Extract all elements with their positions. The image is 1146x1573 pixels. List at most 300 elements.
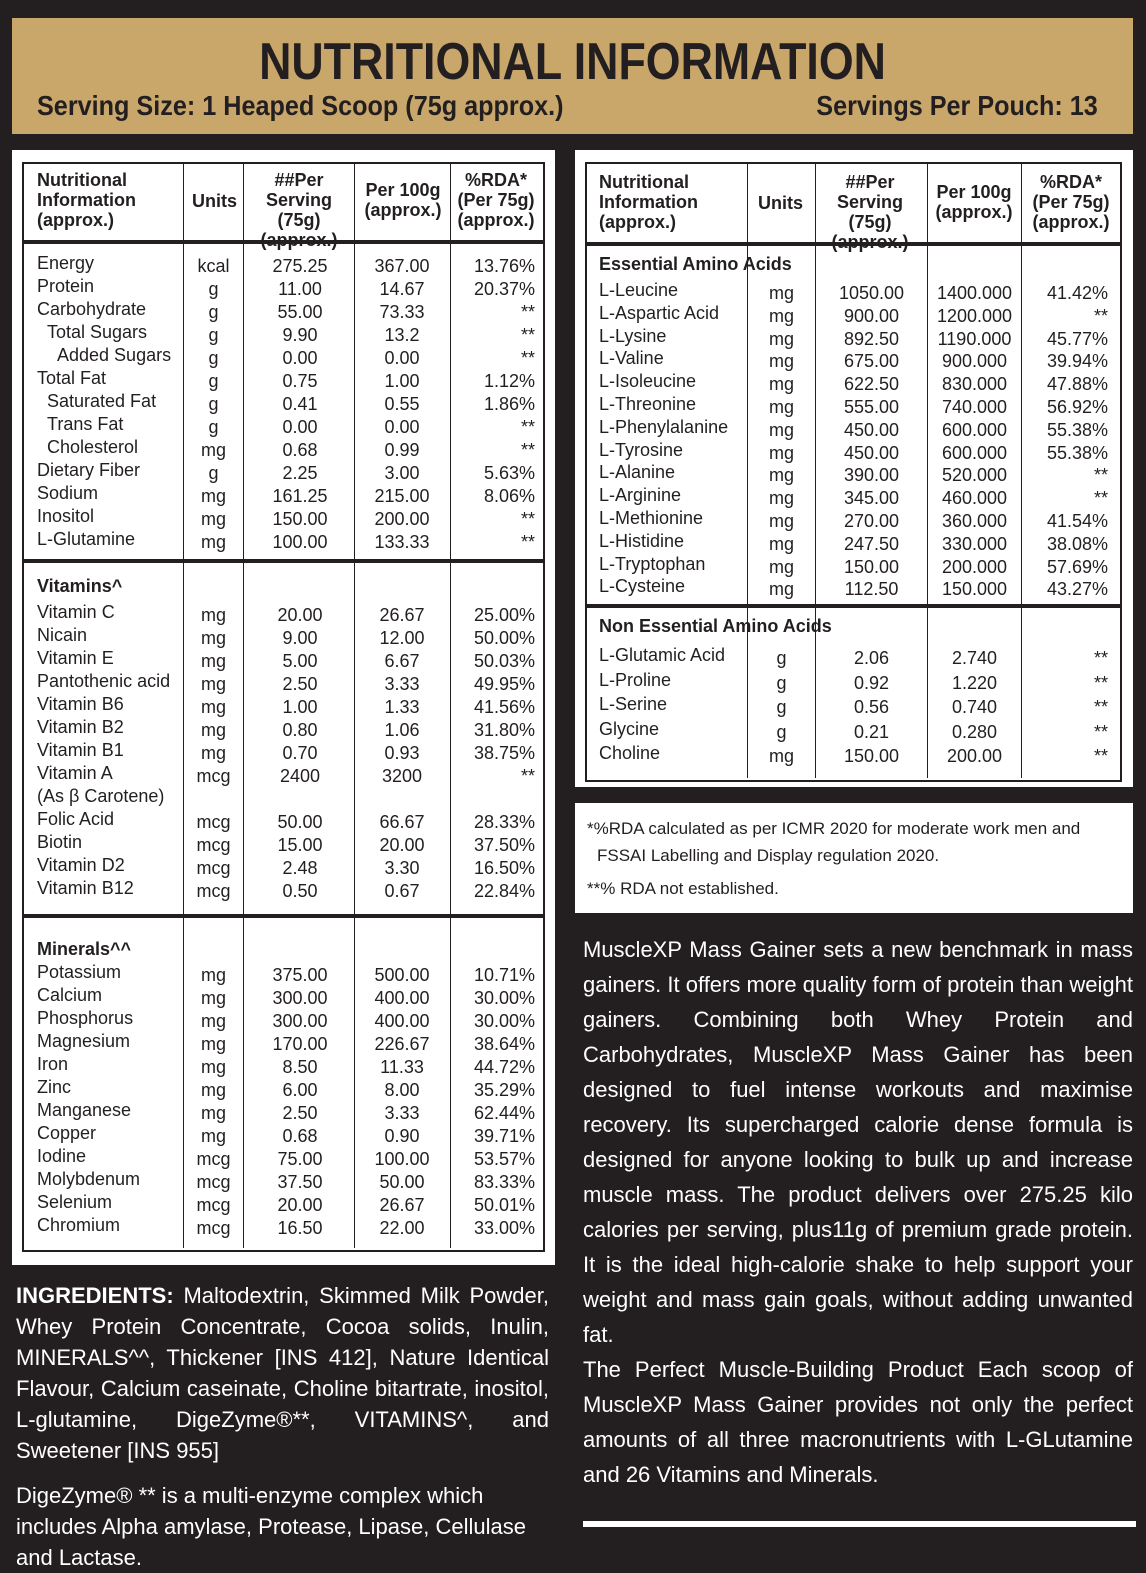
per-serving-cell: 900.00 xyxy=(843,305,900,326)
unit-cell: mg xyxy=(200,1057,226,1077)
nutrient-name: L-Threonine xyxy=(599,394,697,414)
rda-cell: 50.03% xyxy=(473,651,535,671)
col-header-name xyxy=(37,170,136,230)
per-serving-cell: 247.50 xyxy=(843,533,900,554)
table-row xyxy=(587,575,1120,598)
table-row xyxy=(24,984,543,1007)
unit-cell: mg xyxy=(200,605,226,625)
digezyme-note: DigeZyme® ** is a multi-enzyme complex which includes Alpha amylase, Protease, Lipase, Cellulase and Lactase. xyxy=(16,1483,526,1570)
nutrient-name: Vitamin D2 xyxy=(37,855,125,875)
per-serving-cell: 0.70 xyxy=(282,743,318,763)
per-serving-cell: 2.06 xyxy=(853,648,890,668)
per-100g-cell: 400.00 xyxy=(374,1011,430,1031)
nutrient-name: L-Alanine xyxy=(599,462,676,483)
unit-cell: g xyxy=(208,417,219,437)
per-100g-cell: 1190.000 xyxy=(937,328,1012,349)
per-100g-cell: 3.33 xyxy=(384,674,420,694)
table-row xyxy=(587,347,1120,370)
nutrient-name: L-Proline xyxy=(599,669,672,690)
unit-cell: mg xyxy=(200,965,226,985)
per-100g-cell: 0.740 xyxy=(951,697,998,718)
per-100g-cell: 360.000 xyxy=(941,511,1008,531)
unit-cell: mg xyxy=(768,374,794,395)
serving-size: Serving Size: 1 Heaped Scoop (75g approx.) xyxy=(37,90,564,121)
rda-cell: 8.06% xyxy=(483,486,535,506)
rda-cell: 41.42% xyxy=(1046,283,1108,303)
table-row xyxy=(587,461,1120,484)
amino-acid-table xyxy=(585,162,1122,782)
rda-cell: 44.72% xyxy=(473,1057,535,1077)
per-100g-cell: 8.00 xyxy=(384,1080,420,1100)
rda-cell: ** xyxy=(1093,697,1108,718)
per-serving-cell: 2.48 xyxy=(282,858,318,878)
table-row xyxy=(24,1099,543,1122)
page-title: NUTRITIONAL INFORMATION xyxy=(259,33,886,91)
unit-cell: mg xyxy=(768,556,794,577)
per-serving-cell: 55.00 xyxy=(277,302,323,322)
rda-cell: 25.00% xyxy=(473,605,535,625)
nutrient-name: Biotin xyxy=(37,832,83,852)
per-100g-cell: 1.220 xyxy=(951,672,998,693)
rda-cell: ** xyxy=(520,766,535,786)
per-serving-cell: 555.00 xyxy=(843,397,900,417)
rda-cell: 20.37% xyxy=(473,279,535,299)
unit-cell: mg xyxy=(200,674,226,694)
per-serving-cell: 170.00 xyxy=(272,1034,328,1054)
header-line: (Per 75g) xyxy=(457,190,535,210)
table-row xyxy=(587,484,1120,507)
unit-cell: mcg xyxy=(196,858,231,878)
description-paragraph: MuscleXP Mass Gainer sets a new benchmark in mass gainers. It offers more quality form of protein than weight gainers. Combining both Whey Protein and Carbohydrates, MuscleXP Mass Gainer has been designed to fuel intense workouts and maximise recovery. Its supercharged calorie dense formula is designed for anyone looking to bulk up and increase muscle mass. The product delivers over 275.25 kilo calories per serving, plus11g of premium grade protein. It is the ideal high-calorie shake to help support your weight and mass gain goals, without adding unwanted fat. xyxy=(583,937,1133,1347)
per-serving-cell: 390.00 xyxy=(843,465,900,486)
nutrition-table xyxy=(22,162,545,1252)
table-row xyxy=(24,505,543,528)
unit-cell: g xyxy=(776,721,787,742)
unit-cell: mg xyxy=(200,1103,226,1123)
per-serving-cell: 20.00 xyxy=(277,1195,323,1215)
rda-cell: 37.50% xyxy=(473,835,535,855)
rda-cell: ** xyxy=(1093,488,1108,509)
per-serving-cell: 150.00 xyxy=(272,509,328,529)
per-100g-cell: 0.00 xyxy=(384,417,420,437)
per-100g-cell: 3.30 xyxy=(384,858,420,878)
per-serving-cell: 1050.00 xyxy=(838,283,905,303)
per-100g-cell: 133.33 xyxy=(374,532,430,552)
header-line: (approx.) xyxy=(935,202,1013,222)
ingredients xyxy=(16,1280,549,1466)
unit-cell: mcg xyxy=(196,812,231,832)
table-row xyxy=(587,718,1120,741)
minerals-heading: Minerals^^ xyxy=(37,939,132,959)
per-100g-cell: 830.000 xyxy=(941,374,1008,395)
rda-not-established: **% RDA not established. xyxy=(587,879,779,898)
per-serving-cell: 345.00 xyxy=(843,488,900,509)
header-banner xyxy=(12,18,1133,134)
per-serving-cell: 20.00 xyxy=(277,605,323,625)
nutrient-name: Vitamin B12 xyxy=(37,878,134,898)
table-row xyxy=(24,762,543,785)
unit-cell: mg xyxy=(768,328,794,349)
nutrient-name: Energy xyxy=(37,253,95,273)
per-serving-cell: 0.68 xyxy=(282,440,318,460)
unit-cell: mcg xyxy=(196,835,231,855)
table-row xyxy=(24,1053,543,1076)
per-100g-cell: 0.280 xyxy=(951,721,998,742)
nutrient-name: L-Histidine xyxy=(599,530,685,551)
header-line: Per 100g xyxy=(936,182,1012,202)
table-row xyxy=(587,393,1120,416)
unit-cell: mg xyxy=(768,419,794,440)
rda-cell: 55.38% xyxy=(1046,442,1108,463)
header-line: (approx.) xyxy=(1032,212,1110,232)
per-100g-cell: 150.000 xyxy=(941,579,1008,600)
nutrient-name: Calcium xyxy=(37,985,103,1005)
per-100g-cell: 0.55 xyxy=(384,394,420,414)
per-100g-cell: 400.00 xyxy=(374,988,430,1008)
header-line: (approx.) xyxy=(599,212,677,232)
rda-cell: ** xyxy=(520,325,535,345)
per-serving-cell: 8.50 xyxy=(282,1057,318,1077)
header-line: Per 100g xyxy=(365,180,441,200)
col-header-units: Units xyxy=(758,193,803,213)
col-header-rda xyxy=(1023,172,1119,232)
per-serving-cell: 622.50 xyxy=(843,374,900,395)
col-header-per-serving xyxy=(815,172,925,252)
rda-cell: 1.86% xyxy=(483,394,535,414)
table-row xyxy=(24,413,543,436)
per-100g-cell: 1.00 xyxy=(384,371,420,391)
per-100g-cell: 0.90 xyxy=(384,1126,420,1146)
table-row xyxy=(24,459,543,482)
unit-cell: mg xyxy=(200,509,226,529)
per-serving-cell: 2.50 xyxy=(282,1103,318,1123)
per-100g-cell: 215.00 xyxy=(374,486,430,506)
col-header-per-100g xyxy=(358,180,448,220)
rda-cell: 38.64% xyxy=(473,1034,535,1054)
rda-cell: ** xyxy=(1093,672,1108,693)
per-serving-cell: 150.00 xyxy=(843,746,900,767)
nutrient-name: Nicain xyxy=(37,625,88,645)
per-100g-cell: 740.000 xyxy=(941,397,1008,417)
unit-cell: g xyxy=(208,371,219,391)
per-serving-cell: 9.00 xyxy=(282,628,318,648)
nutrient-name: L-Tyrosine xyxy=(599,439,684,460)
ingredients-text: Maltodextrin, Skimmed Milk Powder, Whey Protein Concentrate, Cocoa solids, Inulin, MINERALS^^, Thickener [INS 412], Nature Identical Flavour, Calcium caseinate, Choline bitartrate, inositol, L-glutamine, DigeZyme®**, VITAMINS^, and Sweetener [INS 955] xyxy=(16,1283,549,1463)
nutrient-name: Dietary Fiber xyxy=(37,460,141,480)
ingredients-label: INGREDIENTS: xyxy=(16,1283,174,1308)
nutrient-name: Magnesium xyxy=(37,1031,131,1051)
per-serving-cell: 1.00 xyxy=(282,697,318,717)
per-100g-cell: 200.00 xyxy=(374,509,430,529)
per-100g-cell: 12.00 xyxy=(379,628,425,648)
table-row xyxy=(24,482,543,505)
nutrient-name: Cholesterol xyxy=(47,437,139,457)
table-row xyxy=(24,252,543,275)
rda-cell: 49.95% xyxy=(473,674,535,694)
per-serving-cell: 450.00 xyxy=(843,419,900,440)
header-line: %RDA* xyxy=(464,170,527,190)
nutrient-name: L-Glutamine xyxy=(37,529,136,549)
table-row xyxy=(587,553,1120,576)
per-serving-cell: 37.50 xyxy=(277,1172,323,1192)
per-serving-cell: 9.90 xyxy=(282,325,318,345)
per-100g-cell: 26.67 xyxy=(379,1195,425,1215)
per-100g-cell: 900.000 xyxy=(941,351,1008,372)
unit-cell: kcal xyxy=(197,256,230,276)
per-100g-cell: 26.67 xyxy=(379,605,425,625)
nutrient-name: L-Isoleucine xyxy=(599,371,697,392)
per-serving-cell: 112.50 xyxy=(844,579,899,600)
col-header-rda xyxy=(452,170,540,230)
table-row xyxy=(24,693,543,716)
per-100g-cell: 20.00 xyxy=(379,835,425,855)
nutrient-name: L-Phenylalanine xyxy=(599,416,729,437)
rda-cell: ** xyxy=(1093,648,1108,668)
table-row xyxy=(24,528,543,551)
unit-cell: mg xyxy=(768,442,794,463)
table-row xyxy=(24,298,543,321)
unit-cell: mg xyxy=(768,746,794,767)
per-serving-cell: 15.00 xyxy=(277,835,323,855)
nutrient-name: Vitamin A xyxy=(37,763,113,783)
unit-cell: mcg xyxy=(196,766,231,786)
essential-heading: Essential Amino Acids xyxy=(599,254,792,274)
per-100g-cell: 330.000 xyxy=(941,533,1008,554)
per-100g-cell: 600.000 xyxy=(941,442,1008,463)
table-row xyxy=(24,877,543,900)
rda-cell: 57.69% xyxy=(1046,556,1108,577)
table-row xyxy=(24,961,543,984)
nutrient-name: Copper xyxy=(37,1123,97,1143)
table-row xyxy=(24,275,543,298)
per-serving-cell: 300.00 xyxy=(272,988,328,1008)
header-line: ##Per Serving xyxy=(836,172,904,212)
rda-cell: 50.01% xyxy=(473,1195,535,1215)
header-line: Information xyxy=(37,190,136,210)
rda-cell: 55.38% xyxy=(1046,419,1108,440)
rda-cell: 43.27% xyxy=(1046,579,1108,600)
table-row xyxy=(587,370,1120,393)
unit-cell: mg xyxy=(768,465,794,486)
table-row xyxy=(24,1191,543,1214)
per-serving-cell: 2.25 xyxy=(282,463,318,483)
col-header-name xyxy=(599,172,698,232)
nutrient-name: (As β Carotene) xyxy=(37,786,165,806)
unit-cell: mg xyxy=(768,533,794,554)
rda-cell: 5.63% xyxy=(483,463,535,483)
rda-cell: 41.56% xyxy=(473,697,535,717)
per-100g-cell: 50.00 xyxy=(379,1172,425,1192)
per-100g-cell: 500.00 xyxy=(374,965,430,985)
table-row xyxy=(587,530,1120,553)
nutrient-name: L-Glutamic Acid xyxy=(599,645,726,665)
rda-cell: ** xyxy=(1093,305,1108,326)
per-serving-cell: 100.00 xyxy=(272,532,328,552)
per-100g-cell: 11.33 xyxy=(380,1057,424,1077)
unit-cell: mg xyxy=(200,486,226,506)
per-100g-cell: 367.00 xyxy=(374,256,430,276)
per-serving-cell: 0.80 xyxy=(282,720,318,740)
per-serving-cell: 675.00 xyxy=(843,351,900,372)
rda-cell: ** xyxy=(520,532,535,552)
rda-cell: 47.88% xyxy=(1046,374,1108,395)
per-100g-cell: 3.33 xyxy=(384,1103,420,1123)
unit-cell: g xyxy=(208,348,219,368)
table-row xyxy=(24,808,543,831)
rda-cell: 30.00% xyxy=(473,988,535,1008)
table-row xyxy=(24,831,543,854)
nutrient-name: Selenium xyxy=(37,1192,113,1212)
rda-cell: ** xyxy=(520,348,535,368)
nonessential-heading: Non Essential Amino Acids xyxy=(599,616,832,636)
per-serving-cell: 50.00 xyxy=(277,812,323,832)
unit-cell: mg xyxy=(200,1126,226,1146)
col-header-per-100g xyxy=(928,182,1020,222)
per-serving-cell: 275.25 xyxy=(272,256,328,276)
unit-cell: g xyxy=(776,697,787,718)
section-divider xyxy=(24,559,543,563)
per-100g-cell: 13.2 xyxy=(384,325,420,345)
unit-cell: mcg xyxy=(196,881,231,901)
per-100g-cell: 3.00 xyxy=(384,463,420,483)
header-line: Nutritional xyxy=(599,172,689,192)
header-line: (75g) xyxy=(848,212,892,232)
nutrient-name: Protein xyxy=(37,276,95,296)
right-amino-panel xyxy=(575,150,1133,787)
per-100g-cell: 6.67 xyxy=(384,651,420,671)
nutrient-name: Added Sugars xyxy=(57,345,172,365)
rda-cell: ** xyxy=(1093,465,1108,486)
header-line: (approx.) xyxy=(37,210,115,230)
rda-cell: 41.54% xyxy=(1046,511,1108,531)
per-serving-cell: 75.00 xyxy=(277,1149,323,1169)
unit-cell: mg xyxy=(200,1080,226,1100)
description-paragraph: The Perfect Muscle-Building Product Each scoop of MuscleXP Mass Gainer provides not only the perfect amounts of all three macronutrients with L-GLutamine and 26 Vitamins and Minerals. xyxy=(583,1357,1133,1487)
rda-cell: 38.08% xyxy=(1046,533,1108,554)
per-serving-cell: 270.00 xyxy=(843,511,900,531)
table-row xyxy=(587,669,1120,692)
nutrient-name: Pantothenic acid xyxy=(37,671,171,691)
per-serving-cell: 16.50 xyxy=(277,1218,323,1238)
per-100g-cell: 200.000 xyxy=(941,556,1008,577)
header-line: (approx.) xyxy=(457,210,535,230)
rda-cell: 53.57% xyxy=(473,1149,535,1169)
per-serving-cell: 5.00 xyxy=(282,651,318,671)
unit-cell: g xyxy=(208,463,219,483)
rda-cell: 33.00% xyxy=(473,1218,535,1238)
nutrient-name: Iodine xyxy=(37,1146,87,1166)
per-100g-cell: 2.740 xyxy=(951,648,998,668)
table-row xyxy=(24,1214,543,1237)
per-serving-cell: 0.00 xyxy=(282,348,318,368)
header-line: (75g) xyxy=(277,210,321,230)
table-row xyxy=(24,716,543,739)
header-line: ##Per Serving xyxy=(265,170,333,210)
per-serving-cell: 11.00 xyxy=(278,279,322,299)
table-row xyxy=(24,1122,543,1145)
rda-cell: 1.12% xyxy=(483,371,535,391)
rda-cell: 13.76% xyxy=(473,256,535,276)
per-serving-cell: 2.50 xyxy=(282,674,318,694)
rda-cell: 38.75% xyxy=(473,743,535,763)
table-row xyxy=(24,601,543,624)
per-serving-cell: 150.00 xyxy=(843,556,900,577)
table-row xyxy=(24,390,543,413)
nutrient-name: Total Fat xyxy=(37,368,107,388)
nutrient-name: Sodium xyxy=(37,483,99,503)
table-row xyxy=(24,1168,543,1191)
header-divider xyxy=(24,240,543,244)
per-100g-cell: 0.00 xyxy=(384,348,420,368)
nutrient-name: L-Lysine xyxy=(599,325,667,346)
unit-cell: mg xyxy=(768,579,794,600)
nutrient-name: Vitamin C xyxy=(37,602,115,622)
table-row xyxy=(24,1145,543,1168)
nutrient-name: Potassium xyxy=(37,962,122,982)
col-header-per-serving xyxy=(244,170,354,250)
unit-cell: g xyxy=(208,325,219,345)
nutrient-name: Folic Acid xyxy=(37,809,115,829)
table-row xyxy=(587,279,1120,302)
unit-cell: g xyxy=(776,648,787,668)
per-serving-cell: 161.25 xyxy=(272,486,328,506)
per-100g-cell: 100.00 xyxy=(374,1149,430,1169)
table-row xyxy=(587,507,1120,530)
nutrient-name: L-Arginine xyxy=(599,485,682,506)
header-line: (Per 75g) xyxy=(1032,192,1110,212)
unit-cell: mcg xyxy=(196,1218,231,1238)
per-serving-cell: 450.00 xyxy=(843,442,900,463)
table-row xyxy=(24,739,543,762)
header-line: Information xyxy=(599,192,698,212)
nutrient-name: L-Valine xyxy=(599,348,664,369)
header-line: Nutritional xyxy=(37,170,127,190)
rda-cell: 28.33% xyxy=(473,812,535,832)
rda-cell: 39.94% xyxy=(1046,351,1108,372)
nutrient-name: Choline xyxy=(599,743,661,764)
table-row xyxy=(587,302,1120,325)
per-serving-cell: 6.00 xyxy=(282,1080,318,1100)
table-row xyxy=(24,670,543,693)
rda-cell: ** xyxy=(520,417,535,437)
per-serving-cell: 2400 xyxy=(279,766,321,786)
unit-cell: mg xyxy=(768,351,794,372)
unit-cell: mg xyxy=(200,440,226,460)
unit-cell: mg xyxy=(200,697,226,717)
per-serving-cell: 0.21 xyxy=(853,721,890,742)
nutrient-name: Vitamin B2 xyxy=(37,717,124,737)
unit-cell: mg xyxy=(768,397,794,417)
nutrient-name: Total Sugars xyxy=(47,322,148,342)
per-serving-cell: 0.00 xyxy=(282,417,318,437)
rda-cell: 56.92% xyxy=(1046,397,1108,417)
per-100g-cell: 0.67 xyxy=(384,881,420,901)
per-100g-cell: 1400.000 xyxy=(936,283,1013,303)
per-serving-cell: 0.41 xyxy=(282,394,318,414)
rda-cell: 83.33% xyxy=(473,1172,535,1192)
table-row xyxy=(587,693,1120,716)
unit-cell: mg xyxy=(200,743,226,763)
unit-cell: mg xyxy=(200,988,226,1008)
unit-cell: mg xyxy=(200,628,226,648)
unit-cell: mg xyxy=(200,532,226,552)
per-100g-cell: 1200.000 xyxy=(936,305,1013,326)
nutrient-name: Glycine xyxy=(599,718,660,739)
table-row xyxy=(24,1076,543,1099)
unit-cell: mcg xyxy=(196,1172,231,1192)
product-description xyxy=(583,932,1133,1492)
unit-cell: mg xyxy=(200,720,226,740)
